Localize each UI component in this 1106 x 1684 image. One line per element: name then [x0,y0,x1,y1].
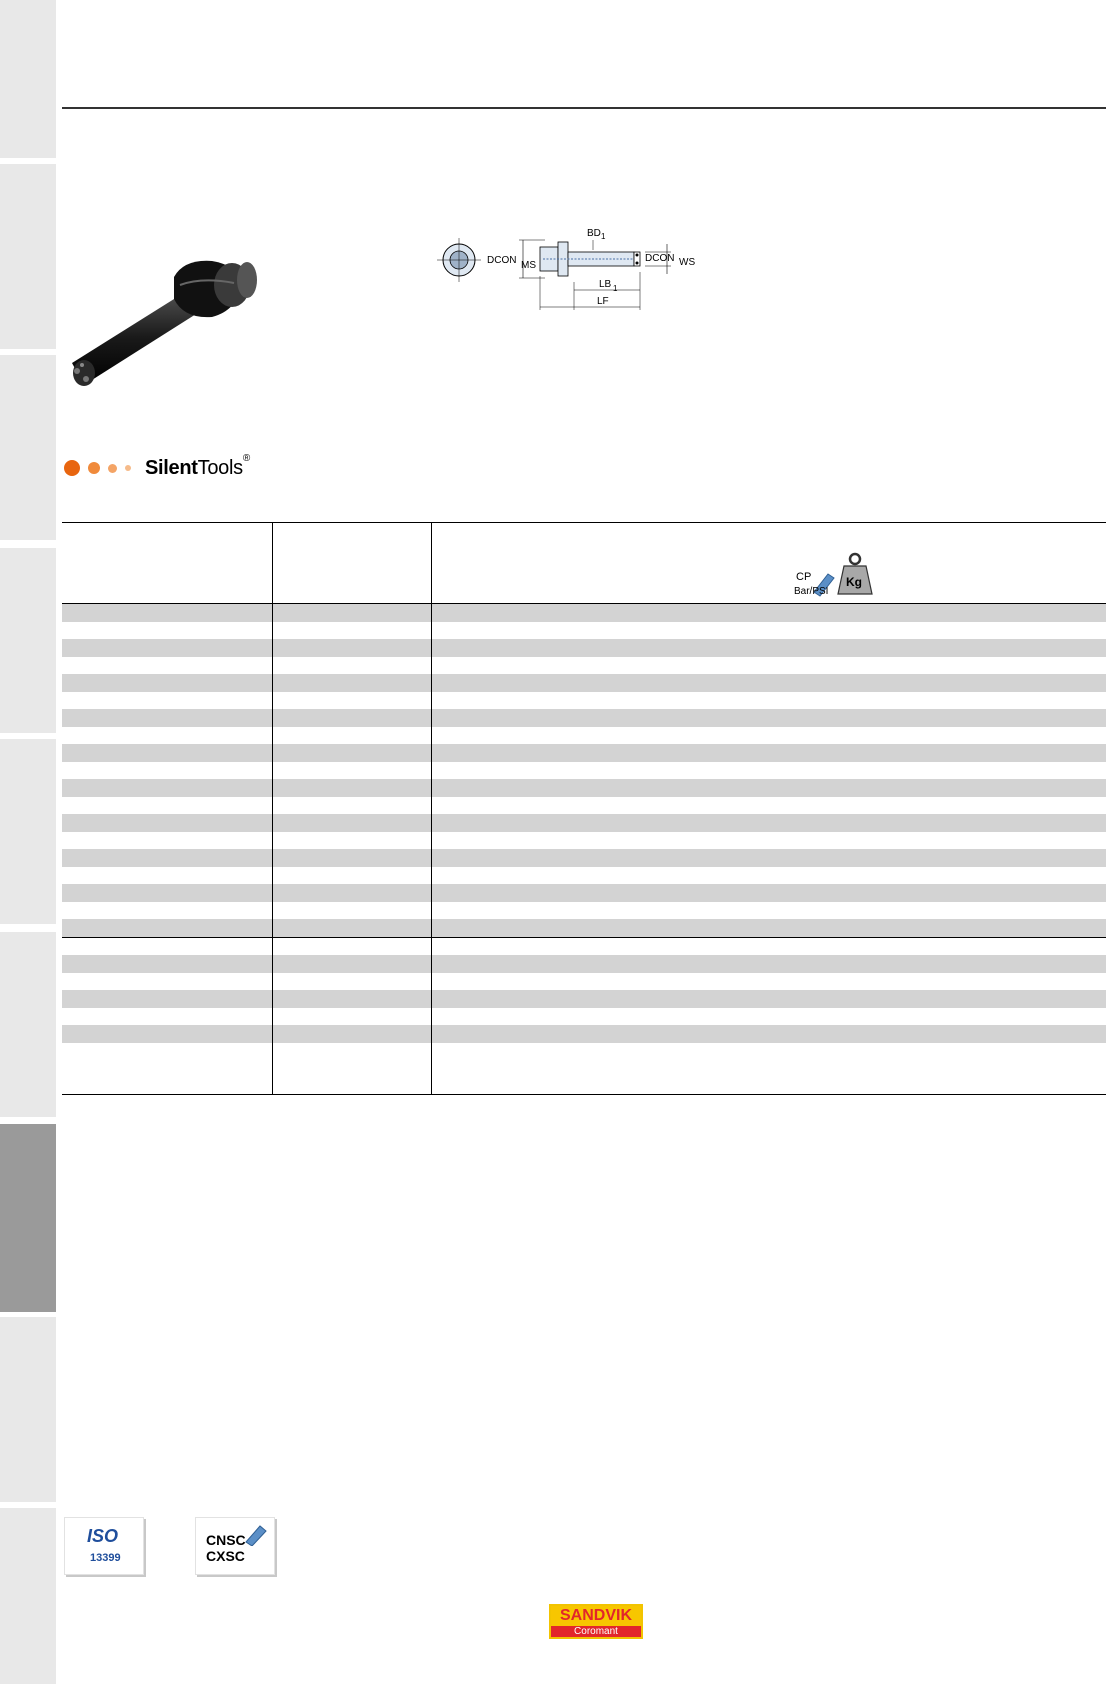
table-row [62,832,1106,850]
side-tab-9[interactable] [0,1508,56,1684]
table-row [62,884,1106,902]
cnsc-arrow-icon [242,1522,268,1546]
label-dcon-ws-sub: WS [679,257,696,268]
table-column-divider-2 [431,522,432,1095]
side-tab-8[interactable] [0,1317,56,1502]
sandvik-logo [549,1604,643,1639]
table-row [62,1025,1106,1043]
table-row [62,990,1106,1008]
label-bd1: BD [587,228,601,239]
table-row [62,937,1106,956]
wordmark-registered: ® [242,452,250,464]
table-row [62,727,1106,745]
silent-tools-logo [64,452,250,481]
table-row [62,692,1106,710]
table-row [62,973,1106,991]
logo-dot-4 [125,465,131,471]
sandvik-sub: Coromant [574,1626,618,1637]
table-row [62,919,1106,937]
table-row [62,639,1106,657]
cnsc-badge [195,1517,275,1575]
table-bottom-rule [62,1094,1106,1095]
table-row [62,1008,1106,1026]
table-row [62,709,1106,727]
wordmark-silent: Silent [145,456,198,479]
iso-title: ISO [87,1526,119,1546]
label-dcon-ms: DCON [487,255,517,266]
logo-dot-1 [64,460,80,476]
table-column-divider-1 [272,522,273,1095]
side-tabs [0,0,56,1684]
iso-badge [64,1517,144,1575]
icon-bar-psi-label: Bar/PSI [794,586,829,597]
weight-icon [836,552,874,596]
label-dcon-ws: DCON [645,253,675,264]
coolant-pressure-icon [790,566,838,600]
table-row [62,674,1106,692]
dimension-drawing [435,228,715,320]
product-photo [62,255,272,415]
side-tab-7-active[interactable] [0,1124,56,1312]
table-row [62,797,1106,815]
table-row [62,657,1106,675]
side-tab-3[interactable] [0,355,56,540]
table-row [62,762,1106,780]
label-lb1: LB [599,279,612,290]
iso-number: 13399 [90,1552,121,1564]
cnsc-line-1: CNSC [206,1532,246,1548]
cnsc-line-2: CXSC [206,1548,245,1564]
wordmark-tools: Tools [197,456,243,479]
table-row [62,849,1106,867]
silent-tools-wordmark [145,452,250,480]
table-row [62,622,1106,640]
label-bd1-sub: 1 [601,232,606,241]
side-tab-4[interactable] [0,548,56,733]
side-tab-1[interactable] [0,0,56,158]
label-lf: LF [597,296,609,307]
table-row [62,955,1106,973]
icon-kg-label: Kg [846,575,862,589]
product-table [62,522,1106,1060]
logo-dot-2 [88,462,100,474]
table-row [62,1043,1106,1061]
side-tab-5[interactable] [0,739,56,924]
table-row [62,867,1106,885]
table-row [62,604,1106,622]
side-tab-6[interactable] [0,932,56,1117]
table-row [62,744,1106,762]
side-tab-2[interactable] [0,164,56,349]
table-row [62,902,1106,920]
header-rule [62,107,1106,109]
logo-dot-3 [108,464,117,473]
table-header [62,522,1106,604]
sandvik-name: SANDVIK [551,1606,641,1626]
icon-cp-label: CP [796,571,812,583]
table-row [62,814,1106,832]
label-lb1-sub: 1 [613,284,618,293]
table-row [62,779,1106,797]
label-dcon-ms-sub: MS [521,260,536,271]
